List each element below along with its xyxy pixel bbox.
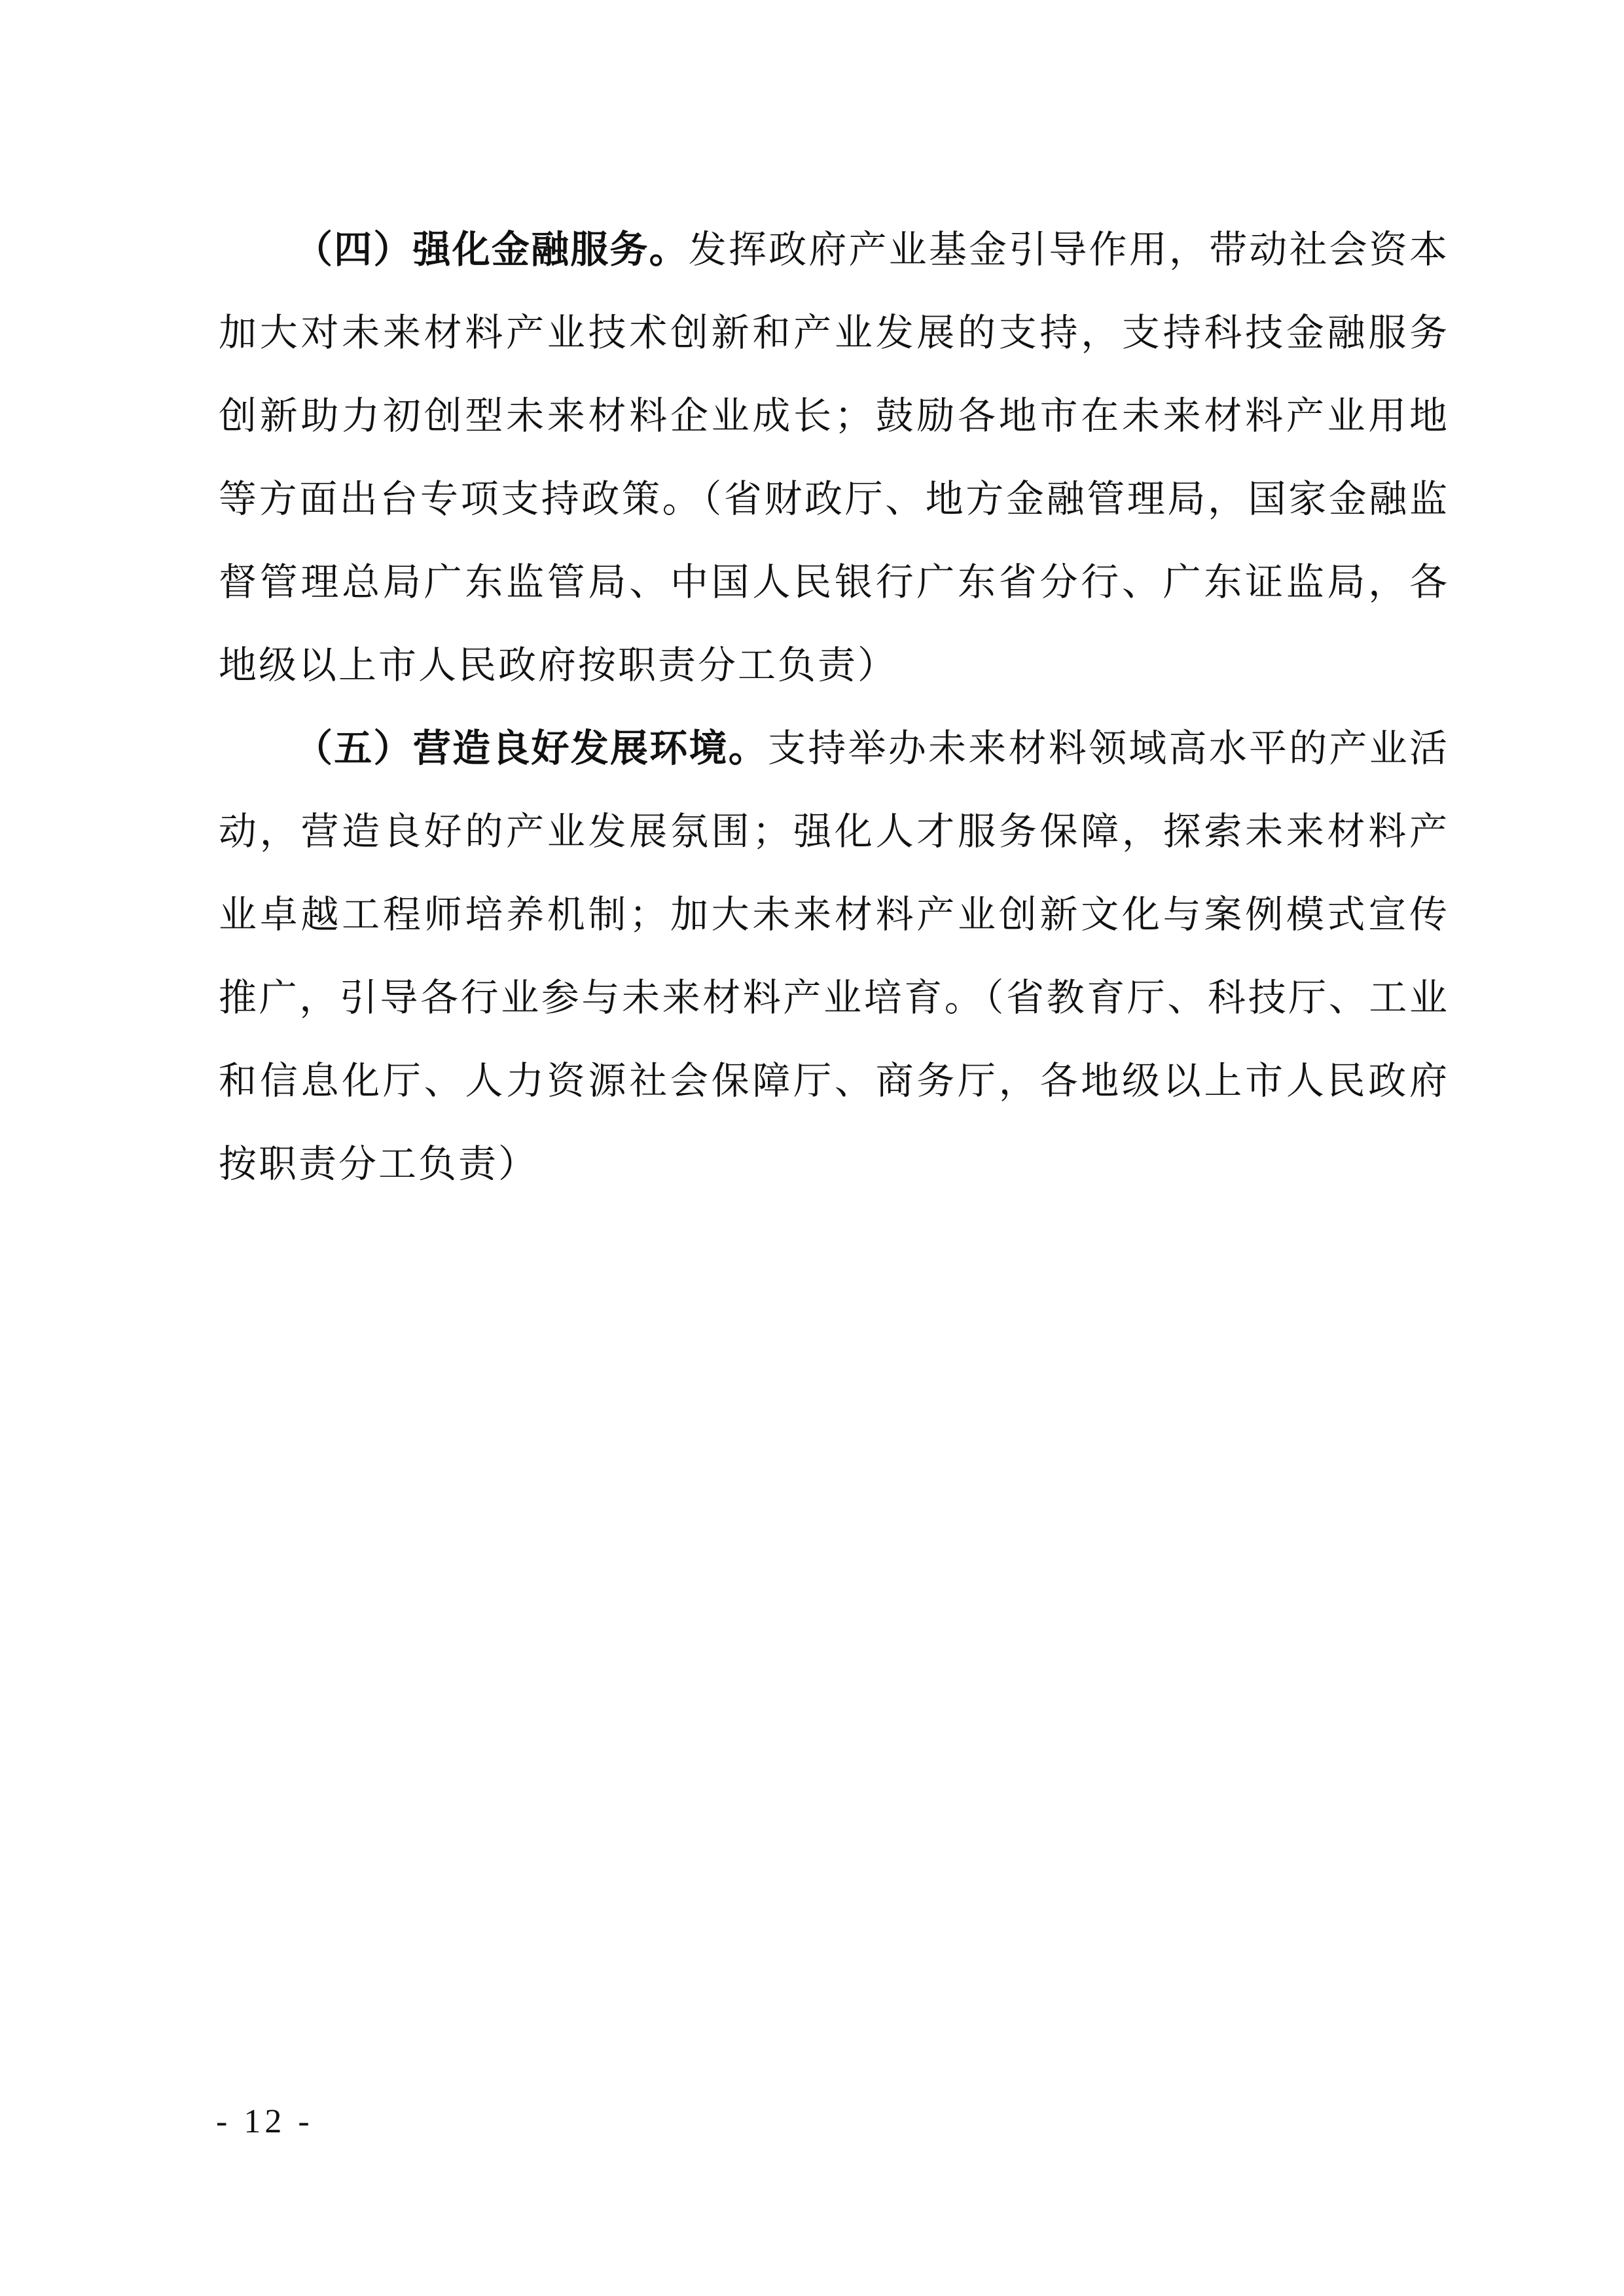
paragraph-body: 发挥政府产业基金引导作用，带动社会资本加大对未来材料产业技术创新和产业发展的支持，支持科技金融服务创新助力初创型未来材料企业成长；鼓励各地市在未来材料产业用地等方面出台专项支持政策。（省财政厅、地方金融管理局，国家金融监督管理总局广东监管局、中国人民银行广东省分行、广东证监局，各地级以上市人民政府按职责分工负责）	[219, 227, 1449, 687]
paragraph-body: 支持举办未来材料领域高水平的产业活动，营造良好的产业发展氛围；强化人才服务保障，探索未来材料产业卓越工程师培养机制；加大未来材料产业创新文化与案例模式宣传推广，引导各行业参与未来材料产业培育。（省教育厅、科技厅、工业和信息化厅、人力资源社会保障厅、商务厅，各地级以上市人民政府按职责分工负责）	[219, 726, 1449, 1186]
paragraph-heading: （五）营造良好发展环境。	[295, 726, 768, 770]
paragraph-heading: （四）强化金融服务。	[295, 227, 689, 272]
page-number: - 12 -	[216, 2103, 314, 2140]
paragraph-financial-services	[219, 208, 1449, 707]
paragraph-development-environment	[219, 707, 1449, 1206]
page-content	[219, 208, 1449, 1206]
